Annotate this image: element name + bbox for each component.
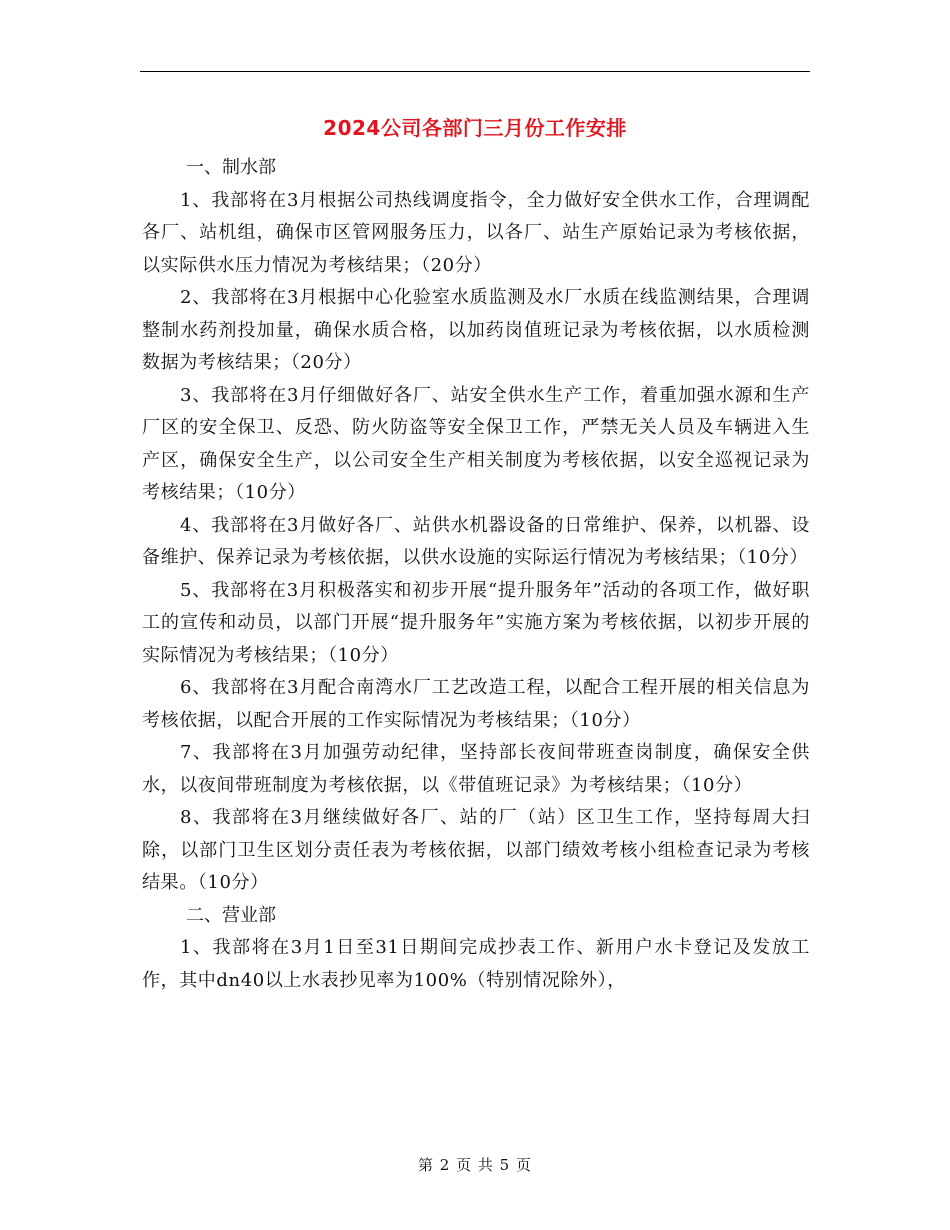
section-heading-water-production: 一、制水部 bbox=[186, 157, 276, 178]
paragraph-item: 3、我部将在3月仔细做好各厂、站安全供水生产工作，着重加强水源和生产厂区的安全保卫、反恐、防火防盗等安全保卫工作，严禁无关人员及车辆进入生产区，确保安全生产，以公司安全生产相关制度为考核依据，以安全巡视记录为考核结果；（10分） bbox=[142, 384, 810, 503]
paragraph-item: 2、我部将在3月根据中心化验室水质监测及水厂水质在线监测结果，合理调整制水药剂投加量，确保水质合格，以加药岗值班记录为考核依据，以水质检测数据为考核结果；（20分） bbox=[142, 287, 810, 373]
paragraph-item: 5、我部将在3月积极落实和初步开展“提升服务年”活动的各项工作，做好职工的宣传和动员，以部门开展“提升服务年”实施方案为考核依据，以初步开展的实际情况为考核结果；（10分） bbox=[142, 579, 810, 666]
paragraph-item: 1、我部将在3月1日至31日期间完成抄表工作、新用户水卡登记及发放工作，其中dn40以上水表抄见率为100%（特别情况除外）， bbox=[142, 937, 810, 991]
paragraph-item: 1、我部将在3月根据公司热线调度指令，全力做好安全供水工作，合理调配各厂、站机组，确保市区管网服务压力，以各厂、站生产原始记录为考核依据，以实际供水压力情况为考核结果；（20分） bbox=[142, 189, 810, 276]
section-heading-business: 二、营业部 bbox=[186, 904, 276, 926]
paragraph-item: 8、我部将在3月继续做好各厂、站的厂（站）区卫生工作，坚持每周大扫除，以部门卫生区划分责任表为考核依据，以部门绩效考核小组检查记录为考核结果。（10分） bbox=[142, 807, 810, 893]
page-number: 第 2 页 共 5 页 bbox=[418, 1156, 532, 1174]
header-rule bbox=[140, 71, 810, 72]
paragraph-item: 4、我部将在3月做好各厂、站供水机器设备的日常维护、保养，以机器、设备维护、保养记录为考核依据，以供水设施的实际运行情况为考核结果；（10分） bbox=[142, 514, 810, 568]
paragraph-item: 7、我部将在3月加强劳动纪律，坚持部长夜间带班查岗制度，确保安全供水，以夜间带班制度为考核依据，以《带值班记录》为考核结果；（10分） bbox=[142, 742, 810, 796]
document-body bbox=[142, 152, 810, 997]
paragraph-item: 6、我部将在3月配合南湾水厂工艺改造工程，以配合工程开展的相关信息为考核依据，以配合开展的工作实际情况为考核结果；（10分） bbox=[142, 677, 810, 731]
document-title: 2024公司各部门三月份工作安排 bbox=[323, 116, 627, 140]
